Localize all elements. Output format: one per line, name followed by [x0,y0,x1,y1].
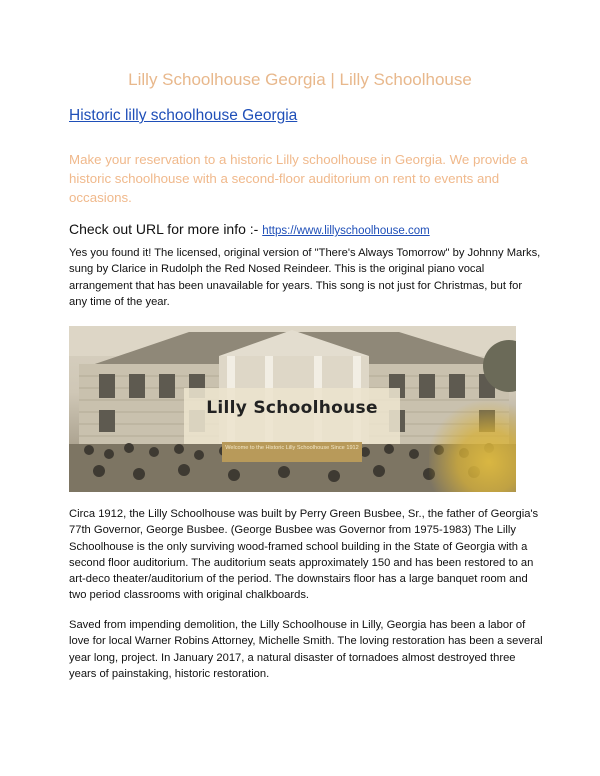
gold-glitter-accent [429,396,516,492]
paragraph-restoration: Saved from impending demolition, the Lilly Schoolhouse in Lilly, Georgia has been a labor of love for local Warner Robins Attorney, Michelle Smith. The loving restoration has been a several year long, project. In January 2017, a natural disaster of tornadoes almost destroyed three years of painstaking, historic restoration. [69,619,543,680]
page-title: Lilly Schoolhouse Georgia | Lilly Schoolhouse [128,70,472,89]
url-label: Check out URL for more info :- [69,221,263,237]
historic-schoolhouse-link[interactable]: Historic lilly schoolhouse Georgia [69,107,298,124]
paragraph-song: Yes you found it! The licensed, original version of "There's Always Tomorrow" by Johnny Marks, sung by Clarice in Rudolph the Red Nosed Reindeer. This is the original piano vocal arrangement that has been unavailable for years. This song is not just for Christmas, but for any time of the year. [69,247,541,308]
website-link[interactable]: https://www.lillyschoolhouse.com [262,225,430,237]
banner-title: Lilly Schoolhouse [206,398,378,418]
intro-text: Make your reservation to a historic Lilly schoolhouse in Georgia. We provide a historic schoolhouse with a second-floor auditorium on rent to events and occasions. [69,152,528,205]
url-line [69,221,430,237]
paragraph-history: Circa 1912, the Lilly Schoolhouse was built by Perry Green Busbee, Sr., the father of Georgia's 77th Governor, George Busbee. (George Busbee was Governor from 1975-1983) The Lilly Schoolhouse is the only surviving wood-framed school building in the State of Georgia with a second floor auditorium. The auditorium seats approximately 150 and has been restored to an art-deco theater/auditorium of the period. The downstairs floor has a large banquet room and two period classrooms with original chalkboards. [69,508,539,602]
schoolhouse-photo [69,326,516,492]
photo-banner [184,388,400,444]
banner-tagline: Welcome to the Historic Lilly Schoolhouse Since 1912 [222,442,362,462]
